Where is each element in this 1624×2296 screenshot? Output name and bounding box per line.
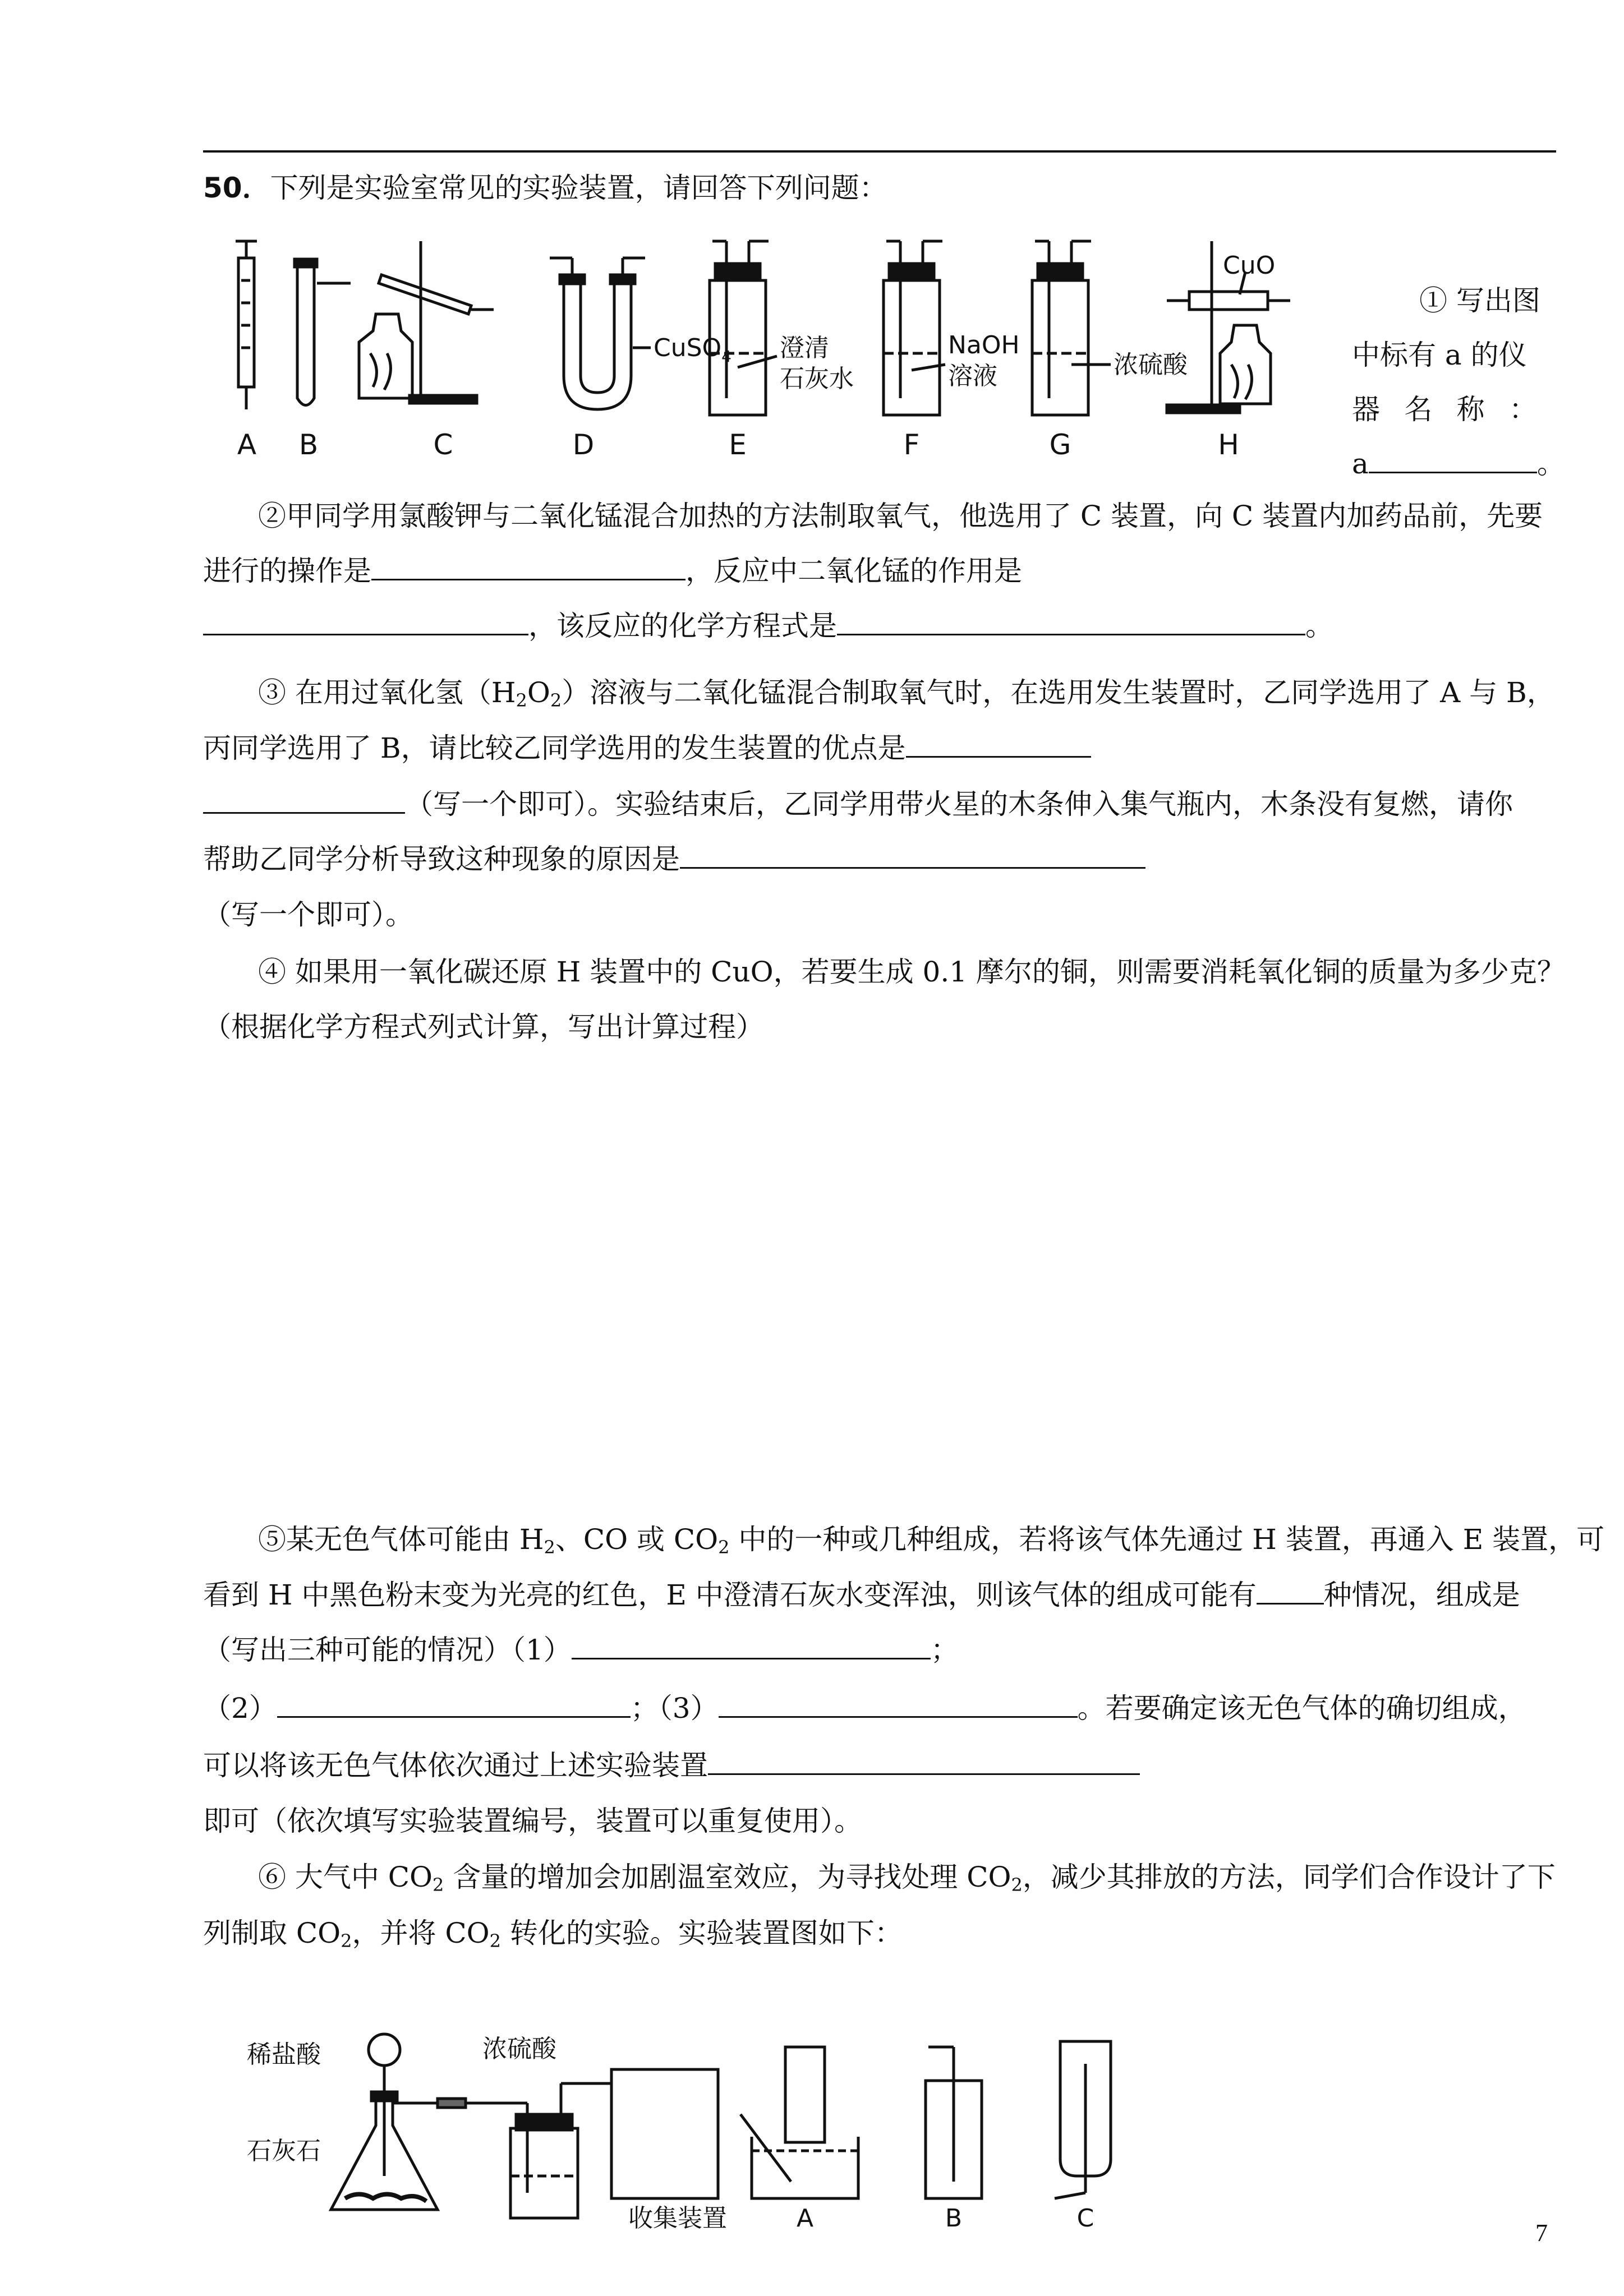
apparatus-c-heating xyxy=(359,241,494,403)
label-option-c: C xyxy=(1076,2204,1094,2232)
apparatus-label-e: E xyxy=(729,428,747,461)
apparatus-b-test-tube xyxy=(295,259,351,405)
answer-blank-case2[interactable] xyxy=(277,1688,631,1718)
part5-line4: （2） ；（3） 。若要确定该无色气体的确切组成， xyxy=(203,1688,1526,1728)
label-naoh-2: 溶液 xyxy=(948,362,997,390)
label-cuo: CuO xyxy=(1223,251,1276,280)
apparatus-f-bottle xyxy=(884,241,942,415)
flask-with-funnel xyxy=(331,2034,466,2210)
answer-blank-advantage-cont[interactable] xyxy=(203,784,405,814)
apparatus-figure xyxy=(213,230,1335,477)
part3-line5: （写一个即可）。 xyxy=(203,898,413,931)
apparatus-label-a: A xyxy=(237,428,257,461)
apparatus-g-bottle xyxy=(1032,241,1091,415)
part5-line3: （写出三种可能的情况）（1） ； xyxy=(203,1630,959,1670)
part6-line1: ⑥ 大气中 $CO_2$ 含量的增加会加剧温室效应，为寻找处理 $CO_2$，减少其排放的方法，同学们合作设计了下 xyxy=(258,1861,1556,1896)
label-limestone: 石灰石 xyxy=(247,2137,321,2165)
part5-line5: 可以将该无色气体依次通过上述实验装置 xyxy=(203,1745,1140,1785)
part3-line1: ③ 在用过氧化氢$(H_2O_2)$溶液与二氧化锰混合制取氧气时，在选用发生装置时，乙同学选用了 A 与 B， xyxy=(258,676,1555,711)
question-number: 50． xyxy=(203,172,270,204)
co2-apparatus-figure xyxy=(247,2030,1313,2232)
part2-line1: ②甲同学用氯酸钾与二氧化锰混合加热的方法制取氧气，他选用了 C 装置，向 C 装置内加药品前，先要 xyxy=(258,500,1543,532)
question-stem: 50．下列是实验室常见的实验装置，请回答下列问题： xyxy=(203,172,887,204)
part2-line3: ，该反应的化学方程式是 。 xyxy=(203,606,1333,646)
part3-line4: 帮助乙同学分析导致这种现象的原因是 xyxy=(203,839,1145,879)
answer-blank-operation[interactable] xyxy=(371,551,686,580)
part1-sidebar: ① 写出图 中标有 a 的仪 器 名 称 ： a 。 xyxy=(1352,284,1565,480)
collection-box xyxy=(611,2069,718,2198)
label-naoh-1: NaOH xyxy=(948,331,1020,359)
label-lime-water-1: 澄清 xyxy=(780,334,829,362)
answer-blank-case1[interactable] xyxy=(572,1630,931,1659)
label-collector: 收集装置 xyxy=(628,2204,727,2232)
apparatus-label-b: B xyxy=(298,428,319,461)
answer-blank-advantage[interactable] xyxy=(906,728,1091,758)
part5-line2: 看到 H 中黑色粉末变为光亮的红色，E 中澄清石灰水变浑浊，则该气体的组成可能有 种情况，组成是 xyxy=(203,1575,1520,1615)
label-bottom-h2so4: 浓硫酸 xyxy=(482,2035,556,2063)
label-hcl: 稀盐酸 xyxy=(247,2040,321,2069)
apparatus-label-f: F xyxy=(903,428,920,461)
part6-line2: 列制取 $CO_2$，并将 $CO_2$ 转化的实验。实验装置图如下： xyxy=(203,1917,903,1952)
apparatus-e-bottle xyxy=(710,241,769,415)
answer-blank-equation[interactable] xyxy=(837,606,1305,635)
answer-blank-count[interactable] xyxy=(1257,1575,1324,1605)
apparatus-label-h: H xyxy=(1218,428,1239,461)
apparatus-label-d: D xyxy=(572,428,595,461)
part4-line2: （根据化学方程式列式计算，写出计算过程） xyxy=(203,1011,764,1043)
apparatus-d-u-tube xyxy=(550,258,645,409)
header-rule xyxy=(203,150,1556,153)
option-c-bottle xyxy=(1055,2041,1111,2198)
option-b-bottle xyxy=(926,2047,982,2198)
answer-blank-case3[interactable] xyxy=(719,1688,1078,1718)
label-lime-water-2: 石灰水 xyxy=(780,365,854,393)
part5-line1: ⑤某无色气体可能由 $H_2$、CO 或 $CO_2$ 中的一种或几种组成，若将该气体先通过 H 装置，再通入 E 装置，可 xyxy=(258,1523,1605,1558)
answer-blank-reason[interactable] xyxy=(680,839,1145,869)
part4-line1: ④ 如果用一氧化碳还原 H 装置中的 CuO，若要生成 0.1 摩尔的铜，则需要消耗氧化铜的质量为多少克？ xyxy=(258,956,1565,988)
apparatus-label-g: G xyxy=(1049,428,1071,461)
part2-line2: 进行的操作是 ，反应中二氧化锰的作用是 xyxy=(203,551,1022,591)
answer-blank-sequence[interactable] xyxy=(708,1745,1140,1775)
part3-line2: 丙同学选用了 B，请比较乙同学选用的发生装置的优点是 xyxy=(203,728,1091,768)
page-number: 7 xyxy=(1535,2219,1548,2247)
answer-blank-a[interactable] xyxy=(1369,444,1537,473)
label-option-a: A xyxy=(796,2204,814,2232)
part5-line6: 即可（依次填写实验装置编号，装置可以重复使用）。 xyxy=(203,1805,862,1837)
label-cuso4: CuSO$_4$ xyxy=(654,334,732,366)
label-option-b: B xyxy=(945,2204,963,2232)
part3-line3: （写一个即可）。实验结束后，乙同学用带火星的木条伸入集气瓶内，木条没有复燃，请你 xyxy=(203,784,1513,824)
label-h2so4: 浓硫酸 xyxy=(1114,351,1188,379)
drying-bottle xyxy=(466,2083,611,2218)
answer-blank-mno2-role[interactable] xyxy=(203,606,528,635)
apparatus-label-c: C xyxy=(433,428,453,461)
option-a-trough xyxy=(740,2047,858,2198)
apparatus-a-syringe xyxy=(236,241,257,409)
